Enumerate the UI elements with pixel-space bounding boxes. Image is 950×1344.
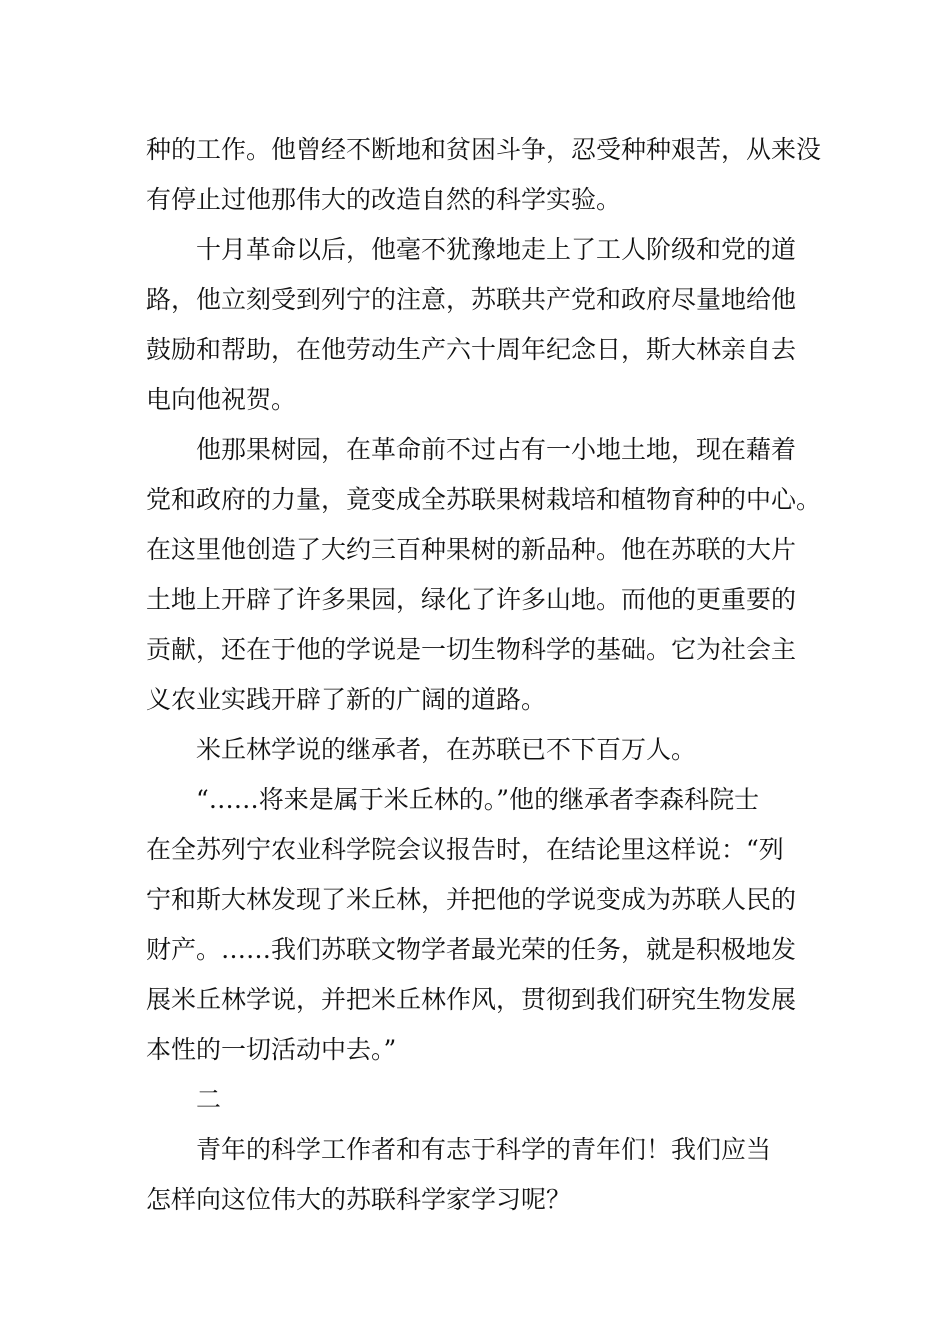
text-line: 路，他立刻受到列宁的注意，苏联共产党和政府尽量地给他: [146, 285, 797, 314]
text-line: 十月革命以后，他毫不犹豫地走上了工人阶级和党的道: [196, 235, 797, 264]
text-line: 义农业实践开辟了新的广阔的道路。: [146, 685, 547, 714]
text-line: 电向他祝贺。: [146, 385, 297, 414]
text-line: 鼓励和帮助，在他劳动生产六十周年纪念日，斯大林亲自去: [146, 335, 797, 364]
text-line: 党和政府的力量，竟变成全苏联果树栽培和植物育种的中心。: [146, 485, 822, 514]
text-line: 米丘林学说的继承者，在苏联已不下百万人。: [196, 735, 697, 764]
text-line: 种的工作。他曾经不断地和贫困斗争，忍受种种艰苦，从来没: [146, 135, 822, 164]
text-line: 他那果树园，在革命前不过占有一小地土地，现在藉着: [196, 435, 797, 464]
text-line: 展米丘林学说，并把米丘林作风，贯彻到我们研究生物发展: [146, 985, 797, 1014]
text-line: 宁和斯大林发现了米丘林，并把他的学说变成为苏联人民的: [146, 885, 797, 914]
text-line: 本性的一切活动中去。”: [146, 1035, 397, 1064]
text-line: 贡献，还在于他的学说是一切生物科学的基础。它为社会主: [146, 635, 797, 664]
text-line: 财产。……我们苏联文物学者最光荣的任务，就是积极地发: [146, 935, 797, 964]
text-line: 土地上开辟了许多果园，绿化了许多山地。而他的更重要的: [146, 585, 797, 614]
text-line: 在全苏列宁农业科学院会议报告时，在结论里这样说：“列: [146, 835, 784, 864]
text-line: “……将来是属于米丘林的。”他的继承者李森科院士: [196, 785, 760, 814]
text-line: 在这里他创造了大约三百种果树的新品种。他在苏联的大片: [146, 535, 797, 564]
text-line: 青年的科学工作者和有志于科学的青年们！我们应当: [196, 1135, 772, 1164]
section-heading: 二: [196, 1085, 222, 1114]
text-line: 怎样向这位伟大的苏联科学家学习呢？: [146, 1185, 572, 1214]
text-line: 有停止过他那伟大的改造自然的科学实验。: [146, 185, 622, 214]
